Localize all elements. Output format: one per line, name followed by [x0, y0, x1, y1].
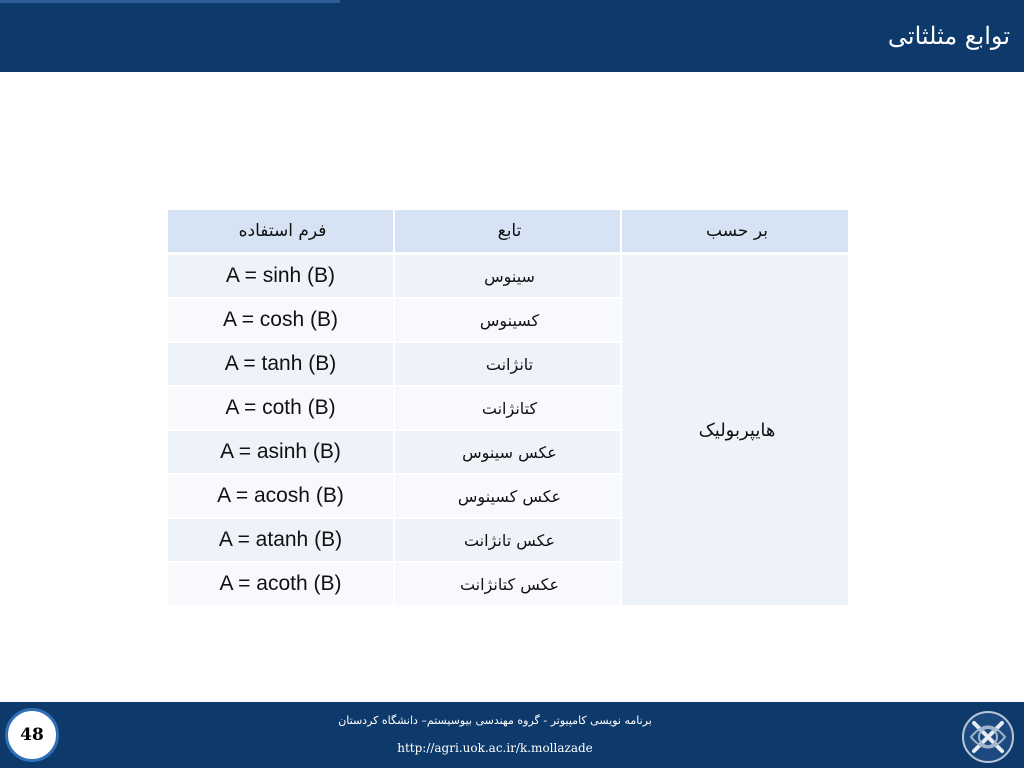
slide-title: توابع مثلثاتی: [887, 22, 1010, 50]
page-number-badge: 48: [5, 708, 59, 762]
function-name-cell: عکس کسینوس: [395, 475, 622, 519]
formula-cell: A = acoth (B): [168, 563, 395, 607]
formula-cell: A = coth (B): [168, 387, 395, 431]
footer-course-text: برنامه نویسی کامپیوتر - گروه مهندسی بیوسیستم– دانشگاه کردستان: [338, 714, 652, 727]
function-name-cell: عکس تانژانت: [395, 519, 622, 563]
footer-url[interactable]: http://agri.uok.ac.ir/k.mollazade: [397, 741, 593, 755]
function-name-cell: عکس کتانژانت: [395, 563, 622, 607]
formula-cell: A = sinh (B): [168, 255, 395, 299]
table-header-row: [168, 210, 850, 255]
formula-cell: A = tanh (B): [168, 343, 395, 387]
formula-cell: A = cosh (B): [168, 299, 395, 343]
formula-cell: A = asinh (B): [168, 431, 395, 475]
header-function: تابع: [395, 210, 622, 255]
title-bar: [0, 0, 1024, 72]
formula-cell: A = acosh (B): [168, 475, 395, 519]
function-name-cell: کسینوس: [395, 299, 622, 343]
function-name-cell: کتانژانت: [395, 387, 622, 431]
function-name-cell: عکس سینوس: [395, 431, 622, 475]
functions-table: [168, 210, 850, 607]
header-basis: بر حسب: [622, 210, 850, 255]
footer-bar: [0, 702, 1024, 768]
table-row: [168, 255, 850, 299]
university-logo-icon: [961, 710, 1015, 764]
header-form: فرم استفاده: [168, 210, 395, 255]
basis-cell: هایپربولیک: [622, 255, 850, 607]
function-name-cell: سینوس: [395, 255, 622, 299]
title-bar-accent: [0, 0, 340, 3]
formula-cell: A = atanh (B): [168, 519, 395, 563]
function-name-cell: تانژانت: [395, 343, 622, 387]
